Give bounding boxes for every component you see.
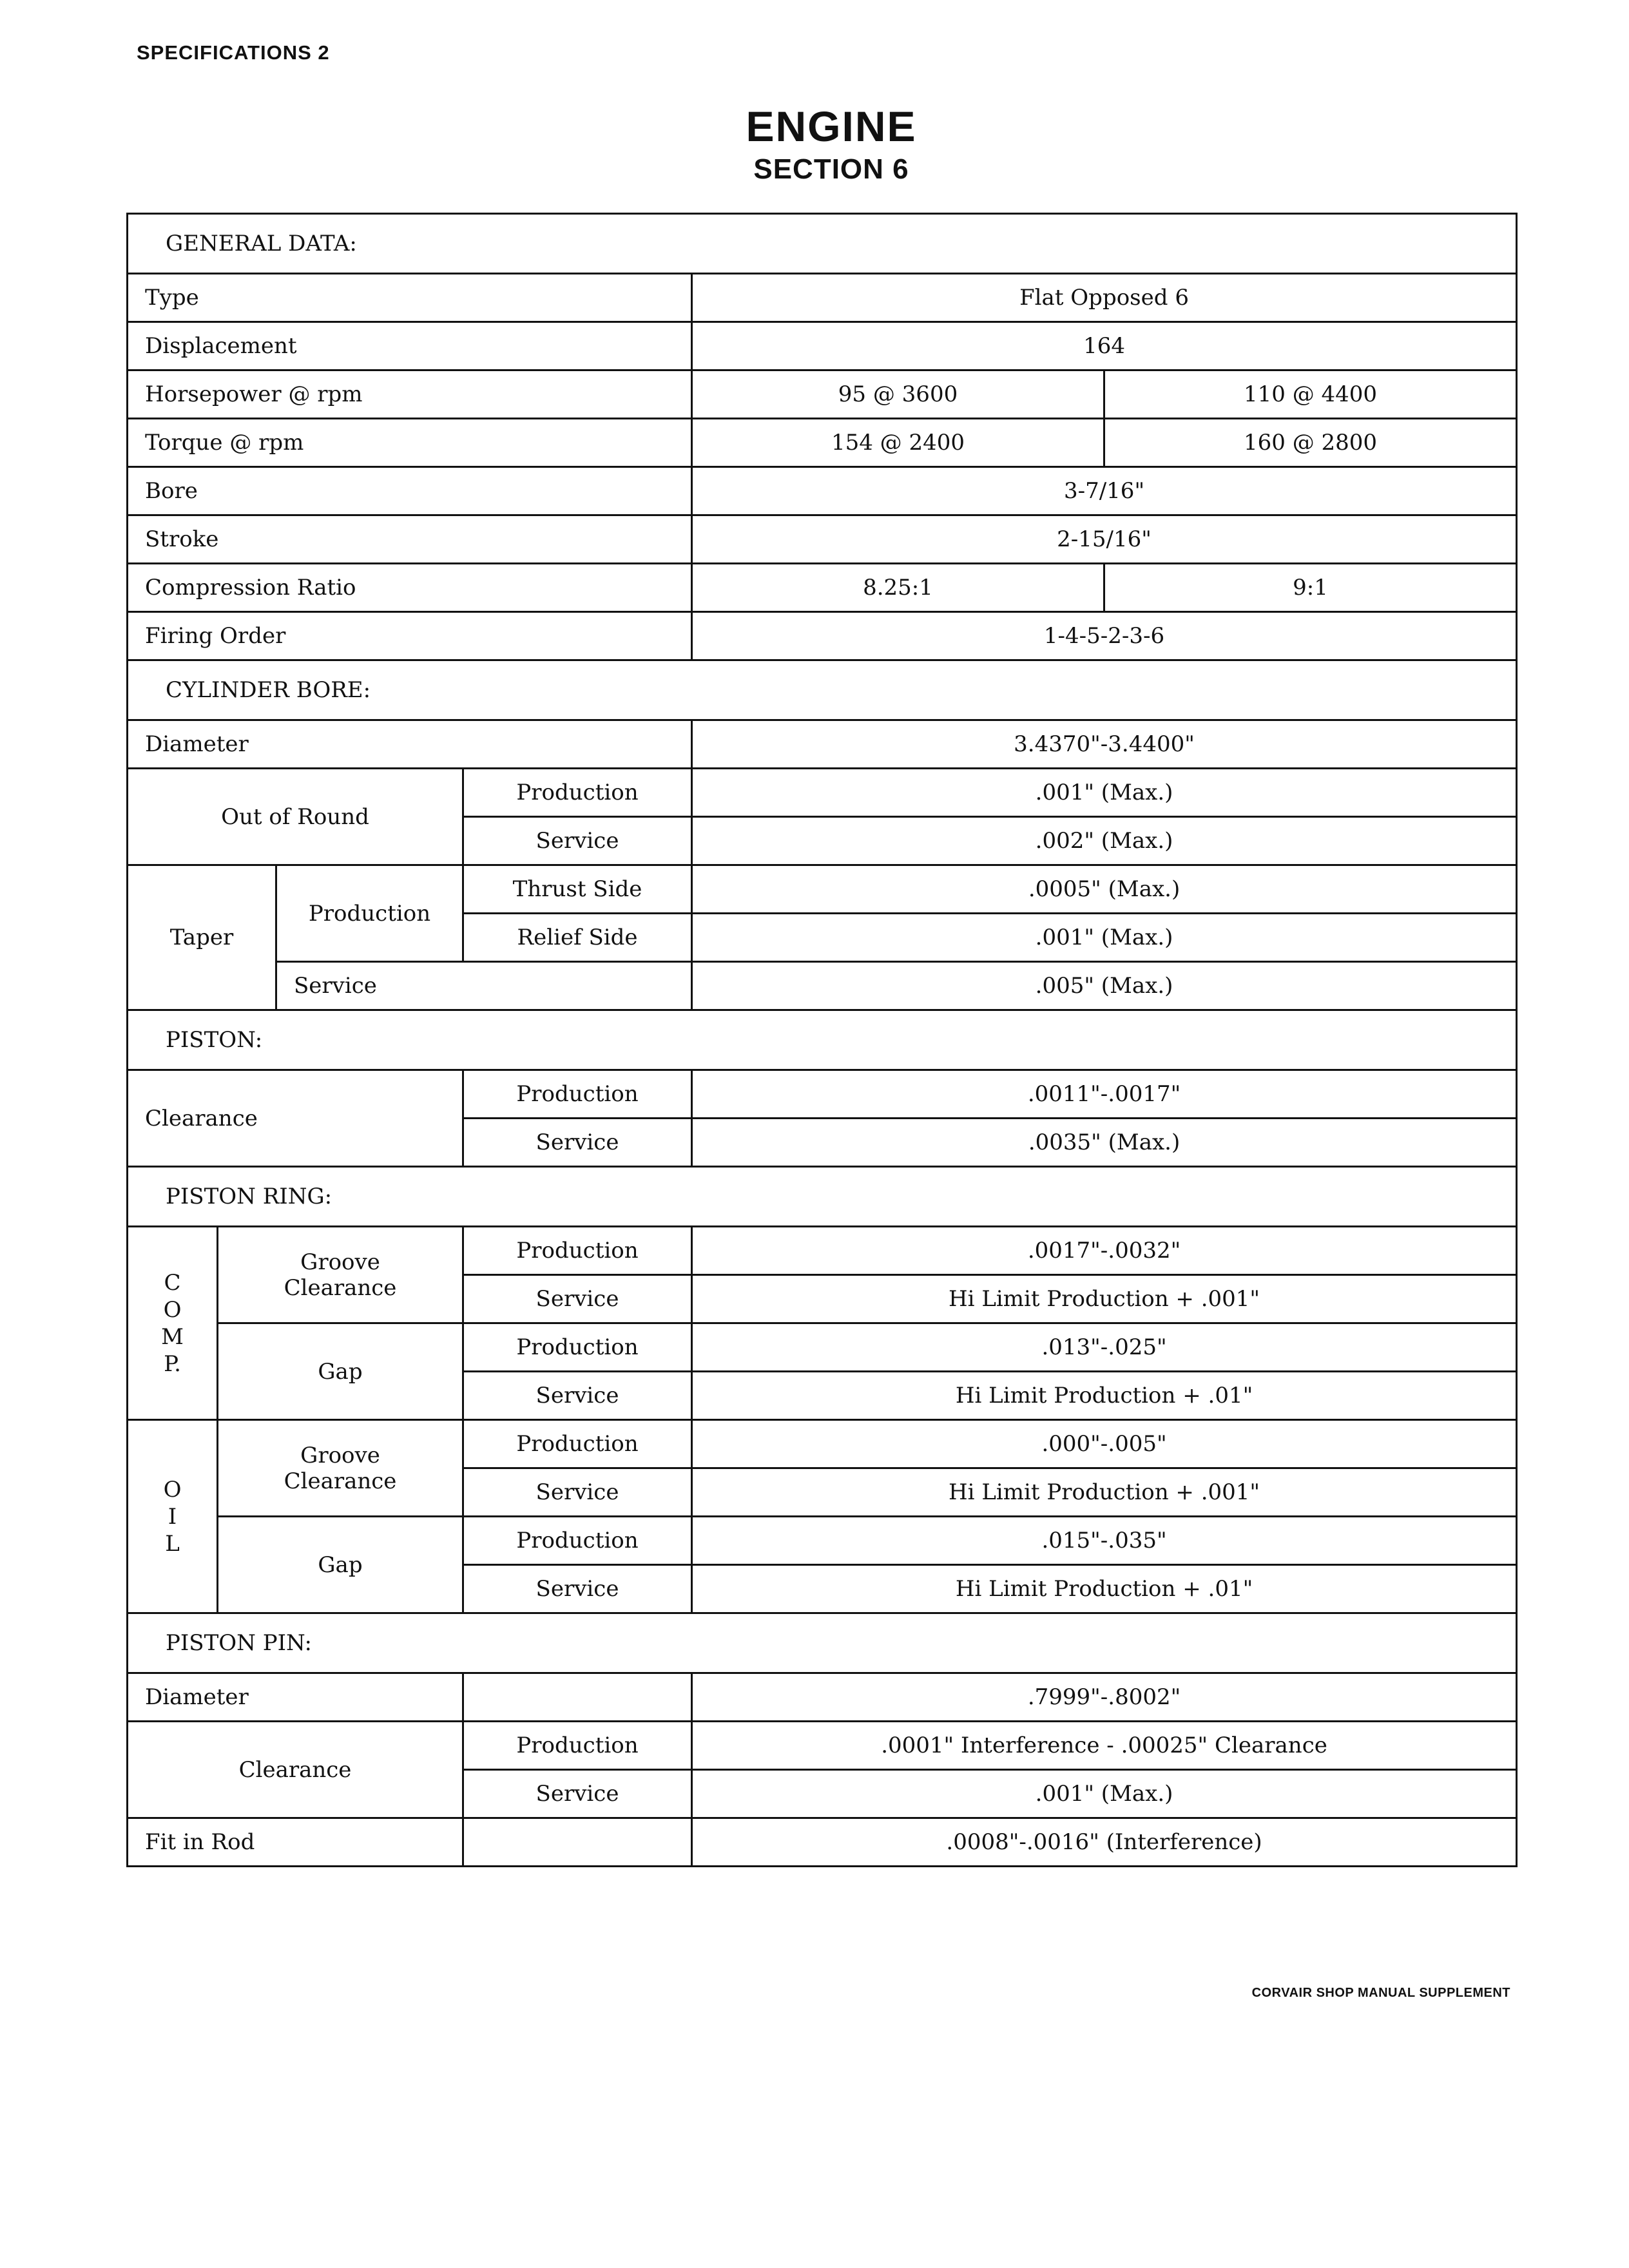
- groove-label-line1: Groove: [300, 1249, 380, 1275]
- row-sublabel: Service: [463, 1372, 692, 1420]
- row-sublabel: Production: [463, 1323, 692, 1372]
- table-row: [128, 467, 1517, 515]
- row-value: .015"-.035": [692, 1517, 1517, 1565]
- group-label: Taper: [128, 865, 276, 1010]
- row-value: 3-7/16": [692, 467, 1517, 515]
- page-footer: CORVAIR SHOP MANUAL SUPPLEMENT: [1251, 1986, 1510, 2000]
- row-sublabel: Production: [463, 1722, 692, 1770]
- row-value: .001" (Max.): [692, 1770, 1517, 1818]
- group-label: Gap: [218, 1323, 463, 1420]
- row-sublabel: Thrust Side: [463, 865, 692, 914]
- table-row: [128, 1420, 1517, 1468]
- table-row: [128, 1673, 1517, 1722]
- empty-cell: [463, 1818, 692, 1867]
- row-value: 1-4-5-2-3-6: [692, 612, 1517, 660]
- groove-label-line2: Clearance: [284, 1468, 397, 1494]
- row-label: Diameter: [128, 1673, 463, 1722]
- vertical-letter: I: [168, 1503, 177, 1530]
- row-value: .0008"-.0016" (Interference): [692, 1818, 1517, 1867]
- table-row: [128, 612, 1517, 660]
- oil-vertical-label: [128, 1420, 218, 1613]
- table-row: [128, 515, 1517, 564]
- group-label: Clearance: [128, 1070, 463, 1167]
- row-sublabel: Service: [463, 1468, 692, 1517]
- row-value: 160 @ 2800: [1104, 419, 1517, 467]
- row-sublabel: Service: [463, 1565, 692, 1613]
- row-sublabel: Production: [463, 769, 692, 817]
- row-label: Stroke: [128, 515, 692, 564]
- row-sublabel: Relief Side: [463, 914, 692, 962]
- row-value: 110 @ 4400: [1104, 370, 1517, 419]
- row-label: Bore: [128, 467, 692, 515]
- section-heading: PISTON RING:: [128, 1167, 1517, 1227]
- comp-vertical-label: [128, 1227, 218, 1420]
- group-label: Clearance: [128, 1722, 463, 1818]
- row-value: 2-15/16": [692, 515, 1517, 564]
- row-value: 3.4370"-3.4400": [692, 720, 1517, 769]
- section-heading: GENERAL DATA:: [128, 214, 1517, 274]
- row-label: Compression Ratio: [128, 564, 692, 612]
- table-row: [128, 419, 1517, 467]
- row-value: Hi Limit Production + .001": [692, 1275, 1517, 1323]
- row-label: Type: [128, 274, 692, 322]
- row-value: .013"-.025": [692, 1323, 1517, 1372]
- table-row: [128, 370, 1517, 419]
- spec-table: [126, 213, 1518, 1867]
- row-sublabel: Service: [463, 1275, 692, 1323]
- row-label: Diameter: [128, 720, 692, 769]
- section-header-piston-ring: [128, 1167, 1517, 1227]
- table-row: [128, 564, 1517, 612]
- row-value: Flat Opposed 6: [692, 274, 1517, 322]
- row-sublabel: Service: [463, 817, 692, 865]
- row-sublabel: Service: [276, 962, 692, 1010]
- page-header: SPECIFICATIONS 2: [137, 41, 330, 64]
- row-sublabel: Service: [463, 1119, 692, 1167]
- section-header-general: [128, 214, 1517, 274]
- table-row: [128, 769, 1517, 817]
- row-value: .7999"-.8002": [692, 1673, 1517, 1722]
- vertical-letter: O: [163, 1296, 182, 1323]
- group-label: [218, 1420, 463, 1517]
- section-header-piston-pin: [128, 1613, 1517, 1673]
- row-sublabel: Production: [463, 1517, 692, 1565]
- group-sublabel: Production: [276, 865, 463, 962]
- table-row: [128, 1227, 1517, 1275]
- row-value: .0011"-.0017": [692, 1070, 1517, 1119]
- section-header-cylinder-bore: [128, 660, 1517, 720]
- table-row: [128, 720, 1517, 769]
- row-value: Hi Limit Production + .01": [692, 1372, 1517, 1420]
- row-label: Fit in Rod: [128, 1818, 463, 1867]
- row-value: .0001" Interference - .00025" Clearance: [692, 1722, 1517, 1770]
- table-row: [128, 1323, 1517, 1372]
- table-row: [128, 274, 1517, 322]
- groove-label-line2: Clearance: [284, 1274, 397, 1301]
- vertical-letter: O: [163, 1476, 182, 1503]
- row-label: Displacement: [128, 322, 692, 370]
- empty-cell: [463, 1673, 692, 1722]
- row-value: 95 @ 3600: [692, 370, 1104, 419]
- groove-label-line1: Groove: [300, 1442, 380, 1468]
- section-heading: PISTON PIN:: [128, 1613, 1517, 1673]
- row-label: Firing Order: [128, 612, 692, 660]
- row-value: Hi Limit Production + .01": [692, 1565, 1517, 1613]
- row-value: .000"-.005": [692, 1420, 1517, 1468]
- table-row: [128, 1517, 1517, 1565]
- table-row: [128, 322, 1517, 370]
- section-heading: PISTON:: [128, 1010, 1517, 1070]
- row-value: .0035" (Max.): [692, 1119, 1517, 1167]
- row-sublabel: Production: [463, 1070, 692, 1119]
- row-sublabel: Production: [463, 1420, 692, 1468]
- row-value: 154 @ 2400: [692, 419, 1104, 467]
- vertical-letter: C: [164, 1269, 181, 1296]
- row-value: .002" (Max.): [692, 817, 1517, 865]
- row-sublabel: Production: [463, 1227, 692, 1275]
- table-row: [128, 1818, 1517, 1867]
- section-header-piston: [128, 1010, 1517, 1070]
- section-heading: CYLINDER BORE:: [128, 660, 1517, 720]
- row-label: Torque @ rpm: [128, 419, 692, 467]
- row-value: .0017"-.0032": [692, 1227, 1517, 1275]
- table-row: [128, 1070, 1517, 1119]
- row-value: .0005" (Max.): [692, 865, 1517, 914]
- row-value: Hi Limit Production + .001": [692, 1468, 1517, 1517]
- row-value: .005" (Max.): [692, 962, 1517, 1010]
- row-value: 9:1: [1104, 564, 1517, 612]
- group-label: Out of Round: [128, 769, 463, 865]
- row-sublabel: Service: [463, 1770, 692, 1818]
- vertical-letter: M: [161, 1323, 184, 1350]
- row-value: .001" (Max.): [692, 769, 1517, 817]
- row-label: Horsepower @ rpm: [128, 370, 692, 419]
- table-row: [128, 962, 1517, 1010]
- group-label: Gap: [218, 1517, 463, 1613]
- row-value: .001" (Max.): [692, 914, 1517, 962]
- vertical-letter: P.: [164, 1350, 181, 1377]
- row-value: 164: [692, 322, 1517, 370]
- table-row: [128, 1722, 1517, 1770]
- group-label: [218, 1227, 463, 1323]
- row-value: 8.25:1: [692, 564, 1104, 612]
- vertical-letter: L: [165, 1530, 180, 1557]
- table-row: [128, 865, 1517, 914]
- page-title: ENGINE: [746, 102, 917, 150]
- section-subtitle: SECTION 6: [753, 153, 909, 185]
